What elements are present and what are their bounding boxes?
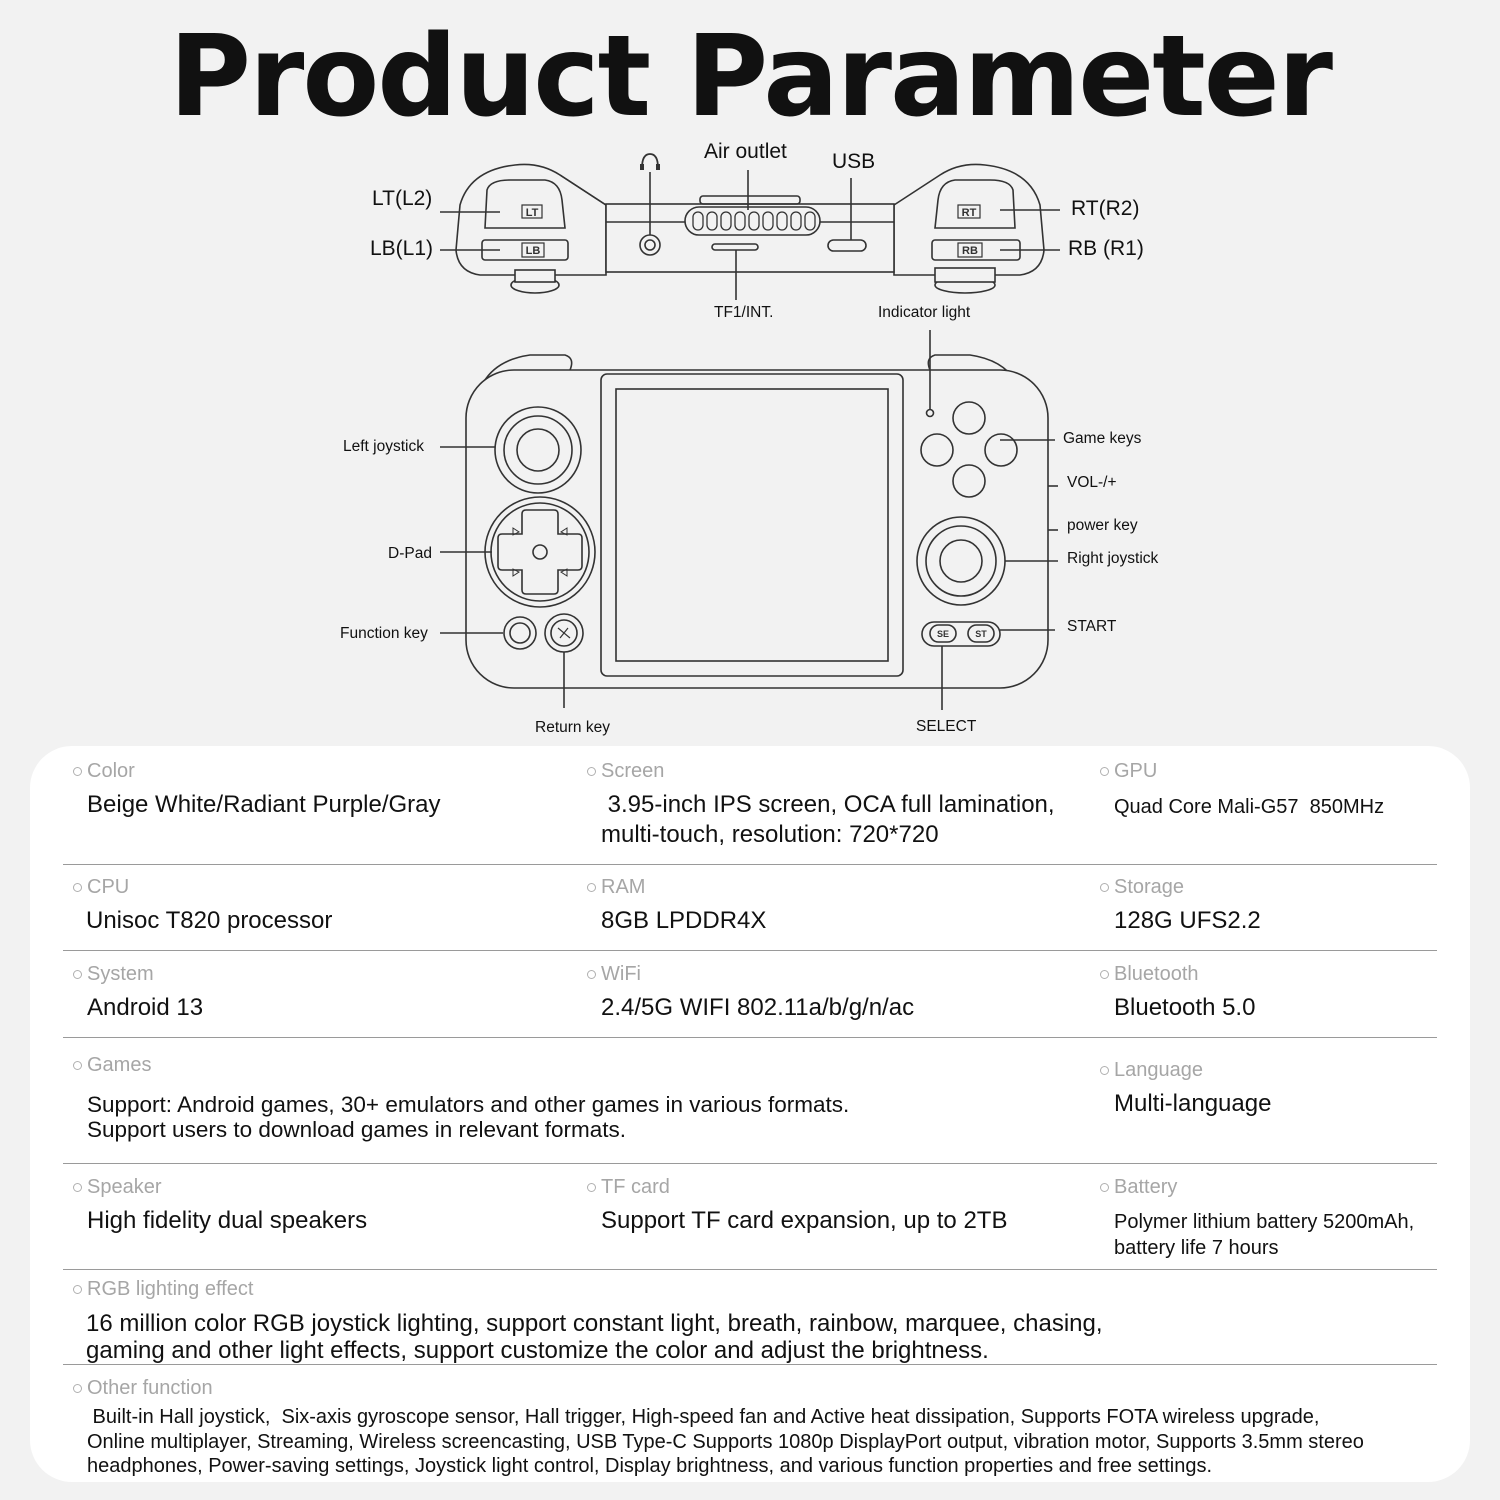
game-key-bottom [953,465,985,497]
spec-battery [1100,1174,1414,1261]
spec-value: 8GB LPDDR4X [601,907,767,934]
spec-value: Unisoc T820 processor [86,907,333,934]
spec-value: 2.4/5G WIFI 802.11a/b/g/n/ac [601,994,915,1021]
spec-wifi [587,961,914,1023]
spec-color [73,758,441,820]
rb-button-text: RB [962,245,978,257]
front-view [440,330,1058,710]
spec-value: Android 13 [87,994,204,1021]
spec-row [63,874,1437,951]
spec-label: System [87,962,154,985]
label-tf: TF1/INT. [714,304,774,321]
label-select: SELECT [916,718,977,735]
spec-language [1100,1057,1271,1119]
label-rt: RT(R2) [1071,197,1140,220]
label-start: START [1067,618,1117,635]
game-key-right [985,434,1017,466]
spec-label: Bluetooth [1114,962,1199,985]
spec-value: Support TF card expansion, up to 2TB [601,1207,1008,1234]
lt-trigger [485,180,565,228]
lb-button-text: LB [525,245,541,257]
air-outlet [685,207,820,235]
spec-row [63,1174,1437,1270]
spec-games [73,1052,849,1142]
spec-value: 128G UFS2.2 [1114,907,1261,934]
spec-label: Color [87,759,135,782]
spec-cpu [73,874,332,936]
screen-display [616,389,888,661]
spec-label: Speaker [87,1175,162,1198]
spec-tf-card [587,1174,1007,1236]
spec-label: Screen [601,759,665,782]
top-view [440,164,1060,300]
rt-button-text: RT [961,207,977,219]
spec-screen [587,758,1055,850]
label-dpad: D-Pad [388,545,432,562]
spec-value: Support: Android games, 30+ emulators and other games in various formats. Support users to download games in relevant formats. [87,1092,850,1142]
game-key-top [953,402,985,434]
label-air-outlet: Air outlet [704,140,787,163]
spec-storage [1100,874,1261,936]
spec-row [63,1276,1437,1365]
spec-label: Storage [1114,875,1185,898]
rt-trigger [935,180,1015,228]
spec-value: Bluetooth 5.0 [1114,994,1256,1021]
spec-ram [587,874,766,936]
spec-value: Quad Core Mali-G57 850MHz [1114,796,1385,818]
spec-row [63,961,1437,1038]
spec-label: WiFi [601,962,641,985]
spec-label: Language [1114,1058,1203,1081]
spec-label: CPU [87,875,130,898]
spec-label: RAM [601,875,646,898]
label-lt: LT(L2) [372,187,433,210]
spec-rgb [73,1276,1103,1364]
spec-value: High fidelity dual speakers [87,1207,368,1234]
spec-label: Games [87,1053,152,1076]
spec-value: 3.95-inch IPS screen, OCA full lamination, multi-touch, resolution: 720*720 [601,791,1055,848]
spec-row [63,758,1437,865]
spec-value: 16 million color RGB joystick lighting, support constant light, breath, rainbow, marquee, chasing, gaming and other light effects, support customize the color and adjust the brightness. [86,1310,1103,1364]
spec-value: Multi-language [1114,1090,1272,1117]
lt-button-text: LT [525,207,539,219]
label-indicator: Indicator light [878,304,971,321]
label-vol: VOL-/+ [1067,474,1117,491]
spec-row [63,1375,1437,1475]
label-return-key: Return key [535,719,610,736]
spec-value: Beige White/Radiant Purple/Gray [87,791,441,818]
spec-label: RGB lighting effect [87,1277,254,1300]
page-title: Product Parameter [169,12,1331,142]
spec-label: Battery [1114,1175,1178,1198]
spec-value: Built-in Hall joystick, Six-axis gyroscope sensor, Hall trigger, High-speed fan and Active heat dissipation, Supports FOTA wireless upgrade, Online multiplayer, Streaming, Wireless screencasting, USB Type-C Supports 1080p DisplayPort output, vibration motor, Supports 3.5mm stereo headphones, Power-saving settings, Joystick light control, Display brightness, and various function properties and free settings. [87,1406,1364,1477]
label-left-joystick: Left joystick [343,438,424,455]
spec-other [73,1375,1364,1479]
label-power: power key [1067,517,1138,534]
label-rb: RB (R1) [1068,237,1144,260]
headphone-icon [642,154,658,168]
spec-label: TF card [601,1175,670,1198]
label-right-joystick: Right joystick [1067,550,1159,567]
game-key-left [921,434,953,466]
label-lb: LB(L1) [370,237,434,260]
spec-gpu [1100,758,1384,820]
spec-label: GPU [1114,759,1158,782]
se-button-text: SE [936,629,950,639]
st-button-text: ST [975,629,987,639]
spec-speaker [73,1174,367,1236]
spec-system [73,961,203,1023]
label-function-key: Function key [340,625,428,642]
spec-row [63,1052,1437,1164]
spec-bluetooth [1100,961,1255,1023]
label-game-keys: Game keys [1063,430,1142,447]
spec-value: Polymer lithium battery 5200mAh, battery life 7 hours [1114,1211,1415,1259]
spec-label: Other function [87,1376,213,1399]
label-usb: USB [832,150,876,173]
